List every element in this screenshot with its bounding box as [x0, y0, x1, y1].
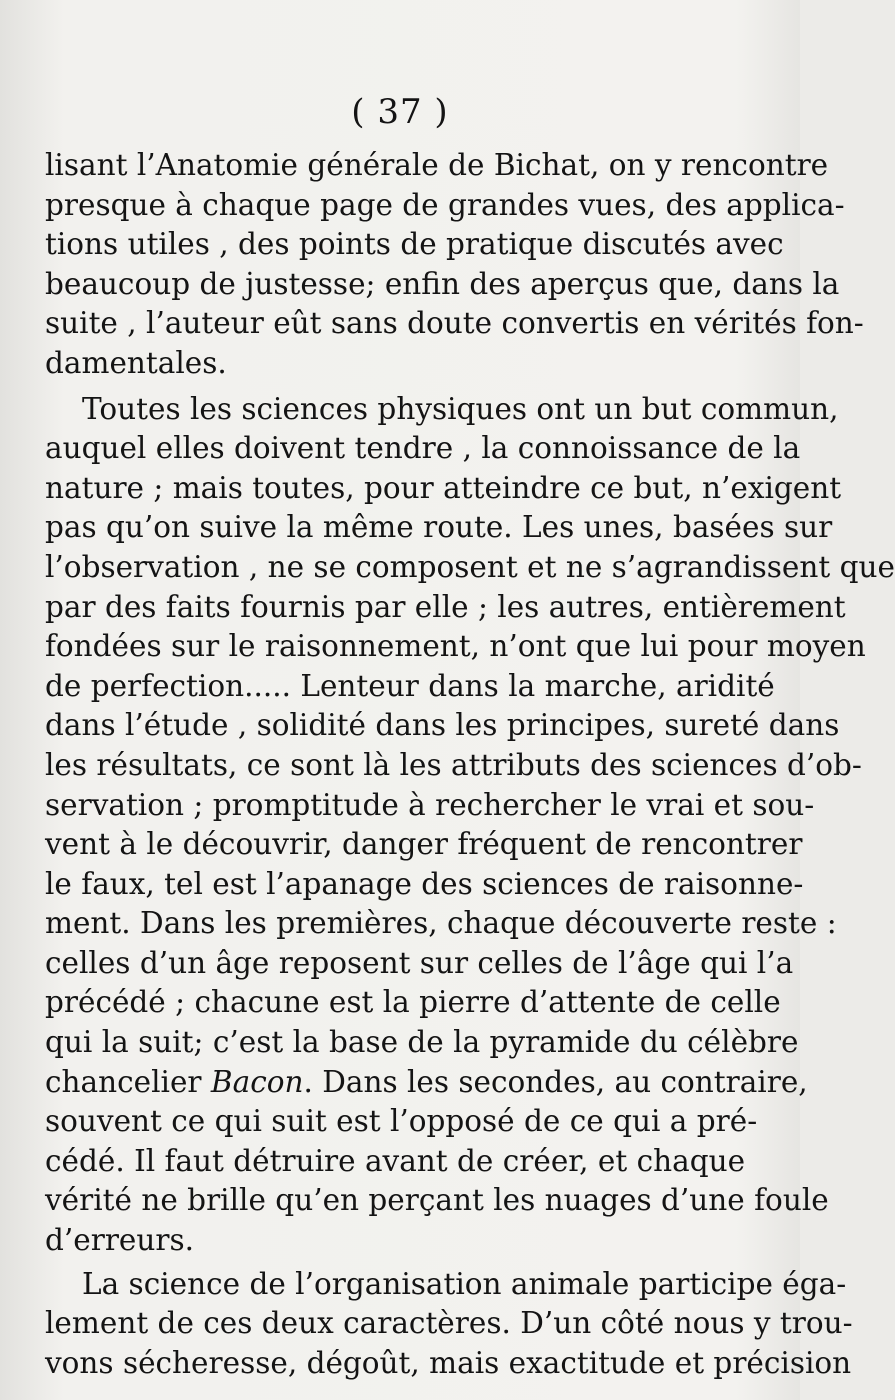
- text-line: suite , l’auteur eût sans doute convertis en vérités fon-: [45, 306, 864, 341]
- text-line: qui la suit; c’est la base de la pyramide du célèbre: [45, 1025, 799, 1060]
- text-line: souvent ce qui suit est l’opposé de ce qui a pré-: [45, 1104, 758, 1139]
- text-line: par des faits fournis par elle ; les autres, entièrement: [45, 589, 846, 624]
- text-line: Toutes les sciences physiques ont un but commun,: [82, 391, 839, 426]
- text-line: précédé ; chacune est la pierre d’attente de celle: [45, 985, 781, 1020]
- text-line: vons sécheresse, dégoût, mais exactitude et précision: [45, 1345, 852, 1380]
- text-line: les résultats, ce sont là les attributs des sciences d’ob-: [45, 747, 862, 782]
- text-line: presque à chaque page de grandes vues, des applica-: [45, 187, 845, 222]
- text-line: damentales.: [45, 345, 227, 380]
- text-line: cédé. Il faut détruire avant de créer, et chaque: [45, 1143, 746, 1178]
- bacon-line-after: . Dans les secondes, au contraire,: [303, 1064, 808, 1099]
- text-line: fondées sur le raisonnement, n’ont que lui pour moyen: [45, 629, 866, 664]
- text-line: nature ; mais toutes, pour atteindre ce but, n’exigent: [45, 470, 842, 505]
- text-line: tions utiles , des points de pratique discutés avec: [45, 227, 784, 262]
- text-line: l’observation , ne se composent et ne s’agrandissent que: [45, 549, 895, 584]
- text-line: ment. Dans les premières, chaque découverte reste :: [45, 906, 837, 941]
- text-line: vérité ne brille qu’en perçant les nuages d’une foule: [45, 1183, 829, 1218]
- text-line: lisant l’Anatomie générale de Bichat, on y rencontre: [45, 148, 829, 182]
- bacon-line-before: chancelier: [45, 1064, 202, 1099]
- text-line: celles d’un âge reposent sur celles de l’âge qui l’a: [45, 945, 794, 980]
- text-line-bacon: [45, 1063, 808, 1103]
- paragraph-2: [45, 390, 895, 1261]
- text-line: pas qu’on suive la même route. Les unes, basées sur: [45, 510, 833, 545]
- text-line: le faux, tel est l’apanage des sciences de raisonne-: [45, 866, 804, 901]
- text-line: La science de l’organisation animale participe éga-: [82, 1266, 847, 1301]
- paragraph-1: [45, 146, 864, 384]
- text-line: dans l’étude , solidité dans les principes, sureté dans: [45, 708, 840, 743]
- text-line: de perfection..... Lenteur dans la marche, aridité: [45, 668, 775, 703]
- text-line: servation ; promptitude à rechercher le vrai et sou-: [45, 787, 815, 822]
- bacon-name: Bacon: [210, 1064, 304, 1099]
- page-number: ( 37 ): [351, 92, 449, 132]
- text-line: lement de ces deux caractères. D’un côté nous y trou-: [45, 1306, 853, 1341]
- paragraph-3: [45, 1265, 853, 1384]
- text-line: auquel elles doivent tendre , la connoissance de la: [45, 431, 801, 466]
- text-line: vent à le découvrir, danger fréquent de rencontrer: [45, 827, 803, 862]
- text-line: d’erreurs.: [45, 1223, 194, 1258]
- body-text: [45, 146, 895, 1383]
- text-line: beaucoup de justesse; enfin des aperçus que, dans la: [45, 266, 840, 301]
